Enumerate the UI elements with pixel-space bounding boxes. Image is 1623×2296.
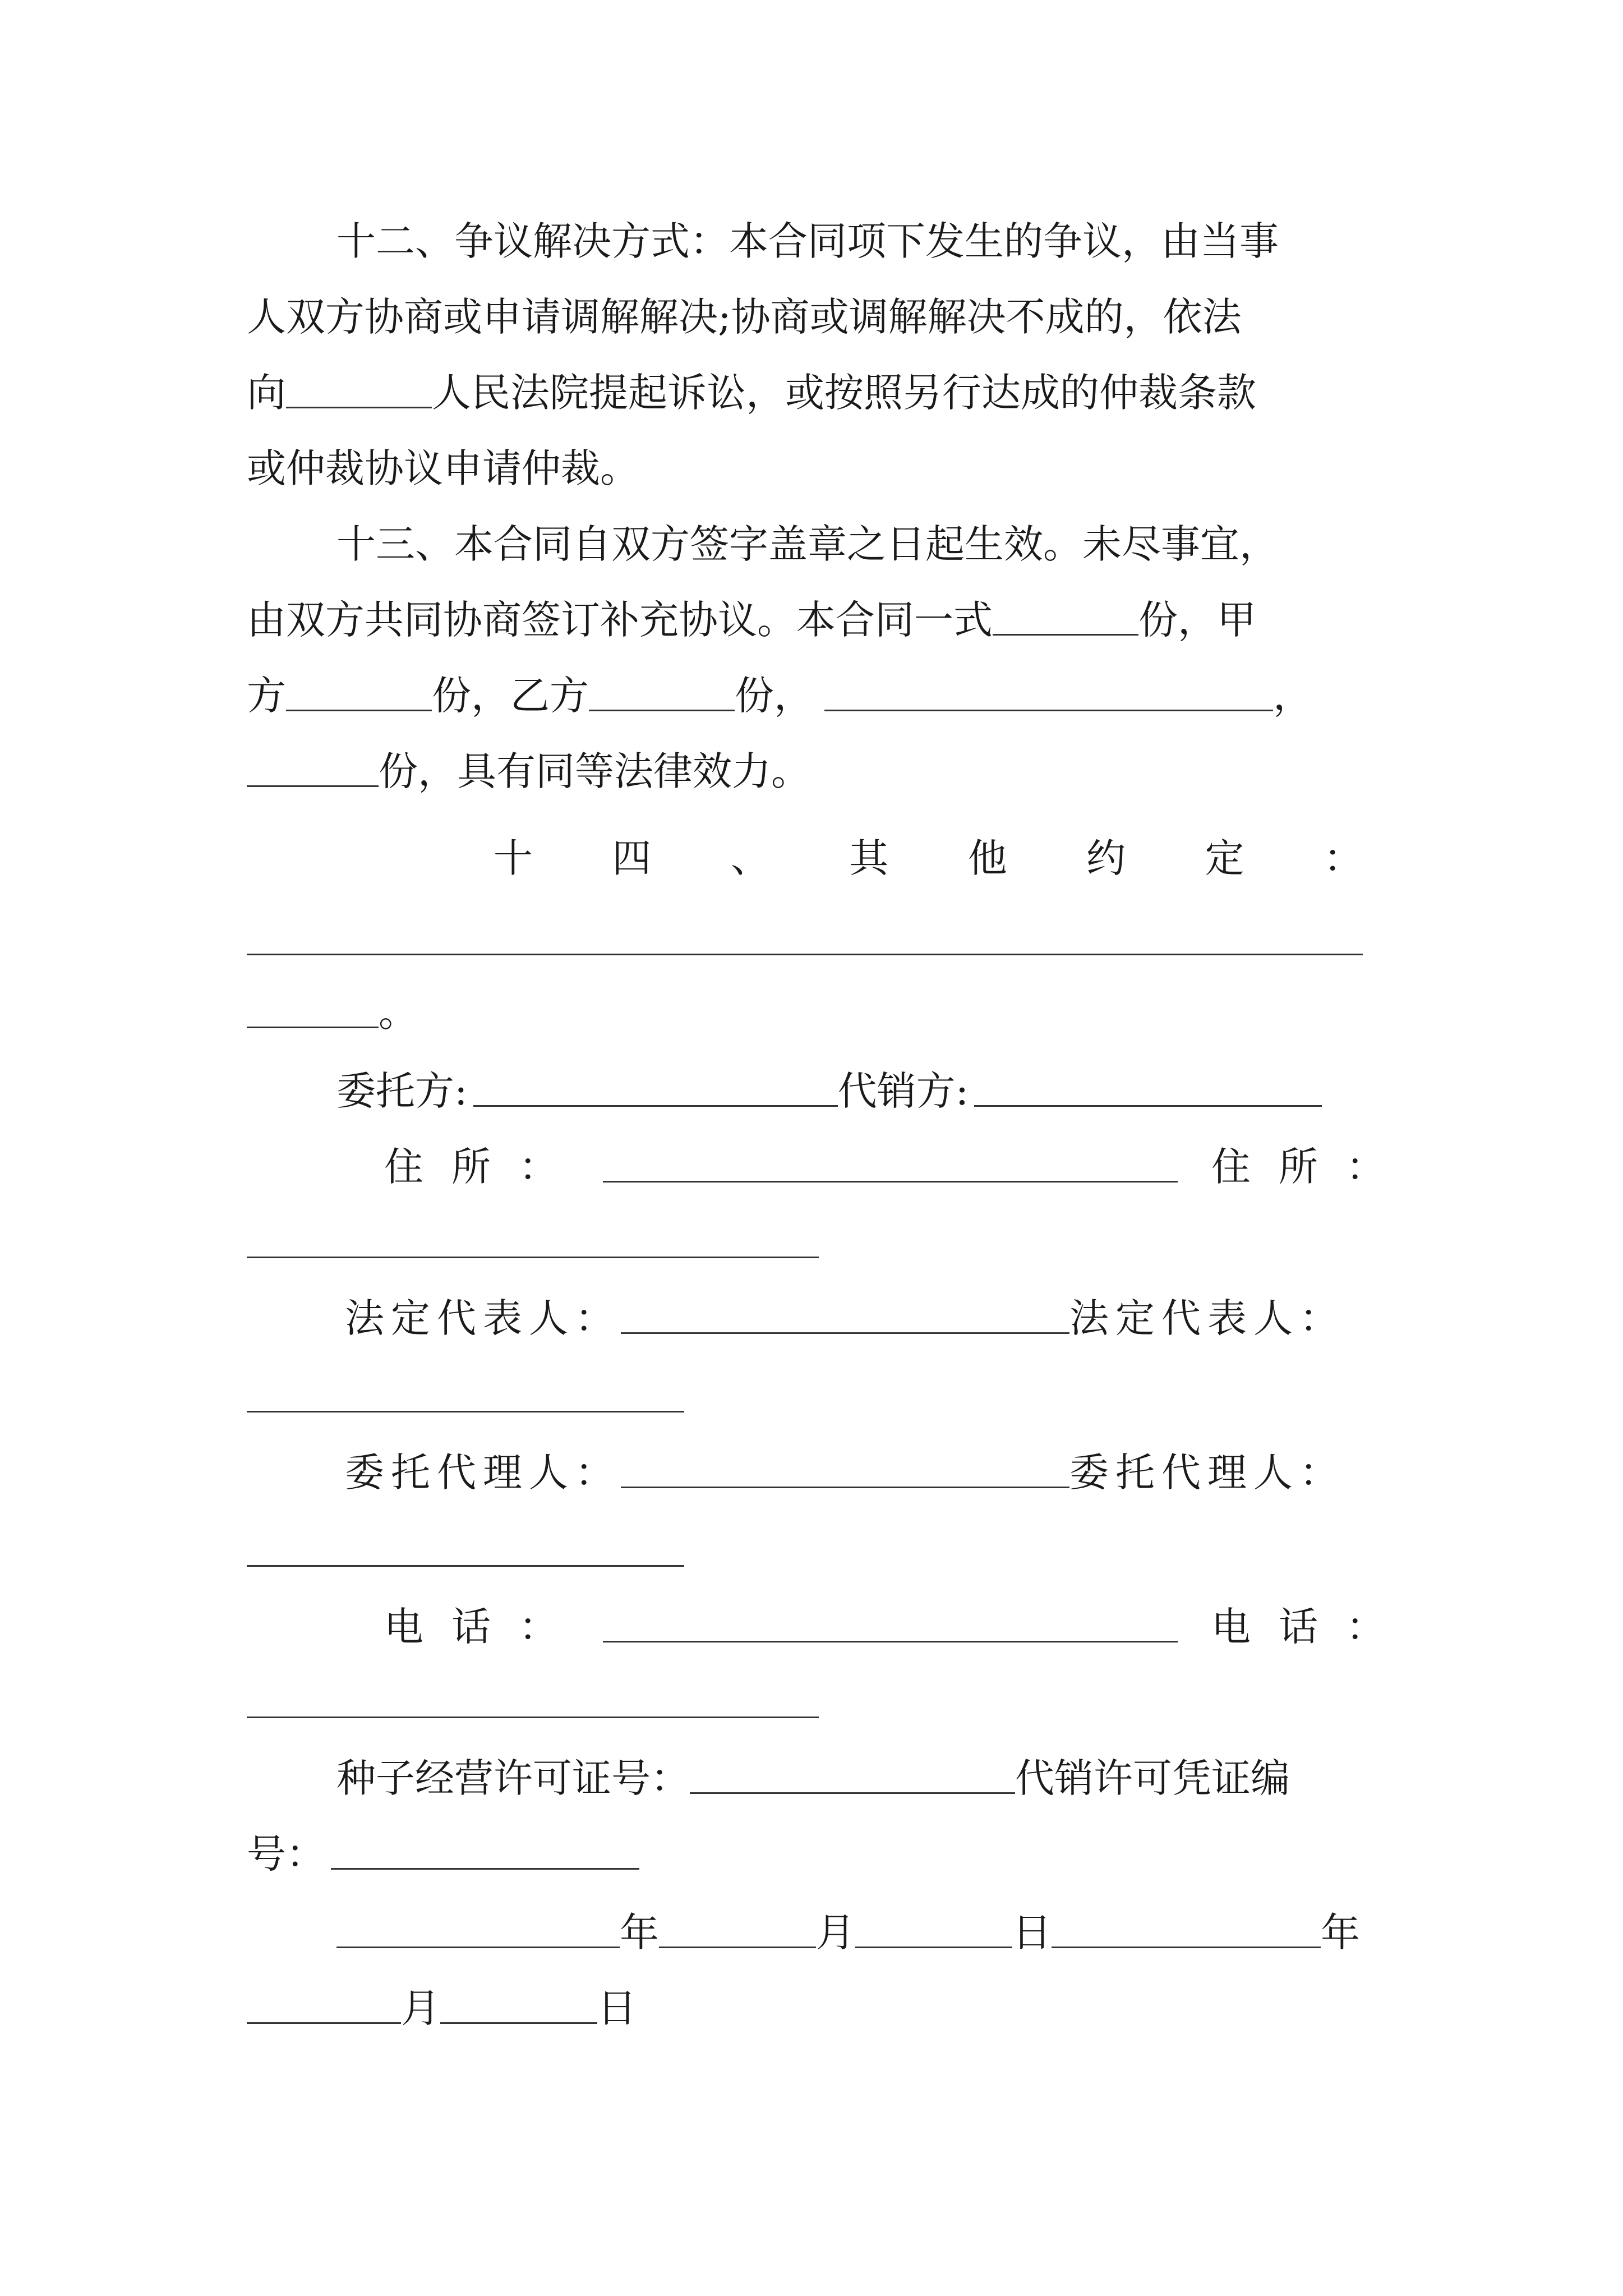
agent-day-blank[interactable] [440, 2022, 597, 2024]
clause13-line2: 由双方共同协商签订补充协议。本合同一式 份，甲 [247, 597, 1256, 643]
client-name-blank[interactable] [473, 1105, 838, 1107]
address-line: 住 所 ： 住 所 ： [384, 1144, 1385, 1190]
agent-legal-rep-blank[interactable] [247, 1411, 684, 1412]
other-agreements-blank-cont[interactable] [247, 1027, 379, 1028]
agent-name-blank[interactable] [974, 1105, 1322, 1107]
agent-phone-blank[interactable] [247, 1717, 819, 1718]
seed-license-blank[interactable] [690, 1792, 1015, 1794]
parties-line: 委托方: 代销方: [247, 1063, 1385, 1119]
clause12-line4: 或仲裁协议申请仲裁。 [247, 445, 639, 491]
agent-year-blank[interactable] [1052, 1947, 1321, 1948]
agent-address-blank[interactable] [247, 1257, 819, 1258]
agency-cert-blank[interactable] [331, 1868, 639, 1870]
court-name-blank[interactable] [286, 407, 432, 408]
clause13-line4: 份，具有同等法律效力。 [247, 743, 1385, 799]
clause14-end-line: 。 [247, 984, 1385, 1041]
agent-month-blank[interactable] [247, 2022, 401, 2024]
client-address-blank[interactable] [603, 1181, 1178, 1182]
proxy-line: 委托代理人： 委托代理人： [345, 1450, 1345, 1496]
clause12-line1: 十二、争议解决方式：本合同项下发生的争议，由当事 [336, 218, 1279, 264]
copies-party-b-blank[interactable] [589, 710, 735, 711]
date-line-1: 年 月 日 年 [247, 1904, 1385, 1961]
other-holder-blank[interactable] [824, 710, 1273, 711]
client-phone-blank[interactable] [603, 1641, 1178, 1642]
clause12-line3: 向 人民法院提起诉讼，或按照另行达成的仲裁条款 [247, 370, 1256, 416]
clause13-line1: 十三、本合同自双方签字盖章之日起生效。未尽事宜， [336, 521, 1279, 567]
agent-proxy-blank[interactable] [247, 1565, 684, 1567]
clause14-heading: 十 四 、 其 他 约 定 ： [494, 835, 1363, 881]
clause12-line2: 人双方协商或申请调解解决;协商或调解解决不成的，依法 [247, 294, 1242, 340]
clause13-line3: 方 份，乙方 份， ， [247, 673, 1312, 719]
other-agreements-blank[interactable] [247, 954, 1363, 955]
copies-total-blank[interactable] [993, 634, 1138, 636]
client-year-blank[interactable] [336, 1947, 620, 1948]
date-line-2: 月 日 [247, 1980, 1385, 2036]
client-month-blank[interactable] [659, 1947, 816, 1948]
client-day-blank[interactable] [855, 1947, 1012, 1948]
copies-other-blank[interactable] [247, 785, 379, 787]
client-proxy-blank[interactable] [621, 1487, 1069, 1488]
copies-party-a-blank[interactable] [286, 710, 432, 711]
license-line: 种子经营许可证号： 代销许可凭证编 [336, 1755, 1290, 1801]
legal-rep-line: 法定代表人： 法定代表人： [345, 1295, 1345, 1341]
cert-number-line: 号： [247, 1826, 1385, 1882]
phone-line: 电 话 ： 电 话 ： [384, 1604, 1385, 1650]
client-legal-rep-blank[interactable] [621, 1332, 1069, 1334]
